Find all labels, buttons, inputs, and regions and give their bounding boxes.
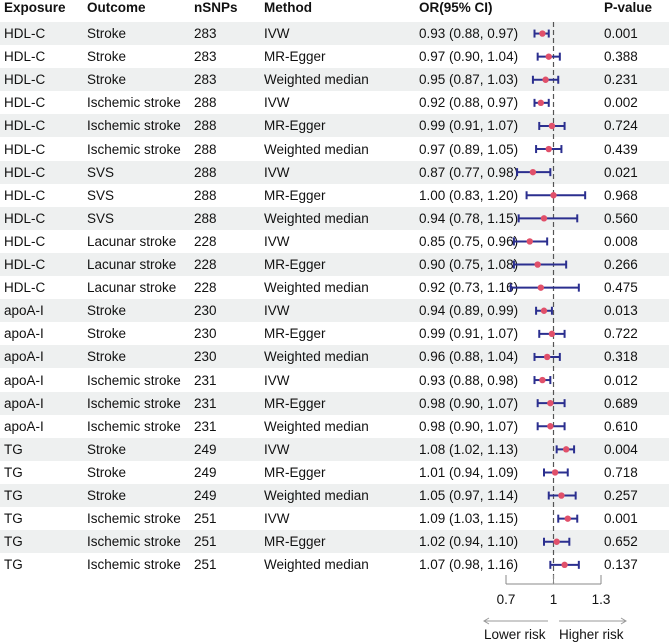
method-cell: Weighted median (264, 210, 369, 226)
point-estimate (546, 53, 552, 59)
point-estimate (547, 423, 553, 429)
or-cell: 0.90 (0.75, 1.08) (419, 257, 519, 272)
or-cell: 1.07 (0.98, 1.16) (419, 557, 519, 573)
exposure-cell: apoA-I (4, 372, 44, 388)
exposure-cell: TG (4, 557, 23, 573)
nsnps-cell: 283 (194, 72, 217, 88)
exposure-cell: HDL-C (4, 187, 46, 203)
pvalue-cell: 0.560 (604, 210, 638, 226)
or-cell: 0.99 (0.91, 1.07) (419, 118, 519, 134)
method-cell: IVW (264, 164, 290, 180)
method-cell: Weighted median (264, 280, 369, 296)
pvalue-cell: 0.968 (604, 187, 638, 203)
point-estimate (558, 492, 564, 498)
or-cell: 0.96 (0.88, 1.04) (419, 349, 519, 365)
exposure-cell: HDL-C (4, 210, 46, 226)
outcome-cell: Stroke (87, 26, 127, 41)
header-method: Method (264, 0, 312, 15)
point-estimate (561, 562, 567, 568)
or-cell: 1.02 (0.94, 1.10) (419, 534, 519, 550)
nsnps-cell: 231 (194, 418, 217, 434)
nsnps-cell: 231 (194, 395, 217, 411)
point-estimate (527, 238, 533, 244)
outcome-cell: SVS (87, 187, 115, 203)
exposure-cell: HDL-C (4, 257, 46, 272)
outcome-cell: Stroke (87, 303, 127, 319)
outcome-cell: Ischemic stroke (87, 118, 181, 134)
exposure-cell: HDL-C (4, 233, 46, 249)
outcome-cell: Stroke (87, 326, 127, 342)
outcome-cell: SVS (87, 164, 115, 180)
point-estimate (563, 446, 569, 452)
or-cell: 0.93 (0.88, 0.98) (419, 372, 519, 388)
pvalue-cell: 0.718 (604, 464, 638, 480)
header-outcome: Outcome (87, 0, 146, 15)
pvalue-cell: 0.021 (604, 164, 638, 180)
outcome-cell: Stroke (87, 464, 127, 480)
nsnps-cell: 230 (194, 349, 217, 365)
exposure-cell: apoA-I (4, 395, 44, 411)
exposure-cell: TG (4, 441, 23, 457)
pvalue-cell: 0.004 (604, 441, 638, 457)
outcome-cell: Ischemic stroke (87, 511, 181, 527)
method-cell: IVW (264, 26, 290, 41)
point-estimate (549, 123, 555, 129)
or-cell: 0.94 (0.78, 1.15) (419, 210, 519, 226)
nsnps-cell: 288 (194, 95, 217, 111)
method-cell: MR-Egger (264, 326, 326, 342)
exposure-cell: TG (4, 464, 23, 480)
exposure-cell: apoA-I (4, 349, 44, 365)
nsnps-cell: 288 (194, 210, 217, 226)
x-tick-label: 0.7 (496, 592, 516, 607)
exposure-cell: HDL-C (4, 72, 46, 88)
nsnps-cell: 251 (194, 534, 217, 550)
method-cell: IVW (264, 441, 290, 457)
exposure-cell: HDL-C (4, 118, 46, 134)
outcome-cell: Ischemic stroke (87, 95, 181, 111)
point-estimate (565, 515, 571, 521)
or-cell: 0.95 (0.87, 1.03) (419, 72, 519, 88)
method-cell: Weighted median (264, 418, 369, 434)
or-cell: 0.97 (0.90, 1.04) (419, 49, 519, 65)
or-cell: 0.94 (0.89, 0.99) (419, 303, 519, 319)
nsnps-cell: 251 (194, 511, 217, 527)
or-cell: 1.05 (0.97, 1.14) (419, 488, 519, 503)
or-cell: 0.87 (0.77, 0.98) (419, 164, 519, 180)
nsnps-cell: 228 (194, 280, 217, 296)
point-estimate (538, 100, 544, 106)
pvalue-cell: 0.001 (604, 511, 638, 527)
point-estimate (552, 469, 558, 475)
exposure-cell: apoA-I (4, 326, 44, 342)
point-estimate (549, 331, 555, 337)
method-cell: IVW (264, 95, 290, 111)
pvalue-cell: 0.722 (604, 326, 638, 342)
lower-risk-label: Lower risk (484, 627, 546, 642)
or-cell: 0.93 (0.88, 0.97) (419, 26, 519, 41)
pvalue-cell: 0.008 (604, 233, 638, 249)
point-estimate (541, 308, 547, 314)
pvalue-cell: 0.266 (604, 257, 638, 272)
point-estimate (538, 284, 544, 290)
outcome-cell: Ischemic stroke (87, 395, 181, 411)
exposure-cell: HDL-C (4, 280, 46, 296)
point-estimate (544, 354, 550, 360)
point-estimate (534, 261, 540, 267)
outcome-cell: Stroke (87, 349, 127, 365)
point-estimate (539, 377, 545, 383)
outcome-cell: Stroke (87, 72, 127, 88)
exposure-cell: HDL-C (4, 141, 46, 157)
header-nsnps: nSNPs (194, 0, 238, 15)
pvalue-cell: 0.001 (604, 26, 638, 41)
outcome-cell: Ischemic stroke (87, 534, 181, 550)
method-cell: MR-Egger (264, 257, 326, 272)
pvalue-cell: 0.724 (604, 118, 638, 134)
outcome-cell: Ischemic stroke (87, 372, 181, 388)
nsnps-cell: 288 (194, 141, 217, 157)
or-cell: 0.98 (0.90, 1.07) (419, 395, 519, 411)
nsnps-cell: 228 (194, 233, 217, 249)
nsnps-cell: 249 (194, 441, 217, 457)
exposure-cell: TG (4, 534, 23, 550)
outcome-cell: Ischemic stroke (87, 557, 181, 573)
nsnps-cell: 230 (194, 303, 217, 319)
x-tick-label: 1 (549, 592, 558, 607)
or-cell: 0.99 (0.91, 1.07) (419, 326, 519, 342)
method-cell: IVW (264, 511, 290, 527)
nsnps-cell: 249 (194, 464, 217, 480)
method-cell: Weighted median (264, 488, 369, 503)
header-or: OR(95% CI) (419, 0, 493, 15)
or-cell: 1.01 (0.94, 1.09) (419, 464, 519, 480)
nsnps-cell: 283 (194, 49, 217, 65)
or-cell: 1.00 (0.83, 1.20) (419, 187, 519, 203)
method-cell: IVW (264, 372, 290, 388)
or-cell: 0.92 (0.88, 0.97) (419, 95, 519, 111)
method-cell: MR-Egger (264, 395, 326, 411)
nsnps-cell: 288 (194, 187, 217, 203)
or-cell: 0.97 (0.89, 1.05) (419, 141, 519, 157)
outcome-cell: Lacunar stroke (87, 233, 177, 249)
header-pvalue: P-value (604, 0, 653, 15)
pvalue-cell: 0.689 (604, 395, 638, 411)
exposure-cell: HDL-C (4, 26, 46, 41)
nsnps-cell: 288 (194, 118, 217, 134)
outcome-cell: SVS (87, 210, 115, 226)
or-cell: 1.08 (1.02, 1.13) (419, 441, 519, 457)
pvalue-cell: 0.013 (604, 303, 638, 319)
or-cell: 0.92 (0.73, 1.16) (419, 280, 519, 296)
point-estimate (553, 539, 559, 545)
nsnps-cell: 228 (194, 257, 217, 272)
method-cell: MR-Egger (264, 464, 326, 480)
method-cell: MR-Egger (264, 187, 326, 203)
pvalue-cell: 0.257 (604, 488, 638, 503)
exposure-cell: HDL-C (4, 49, 46, 65)
pvalue-cell: 0.012 (604, 372, 638, 388)
exposure-cell: TG (4, 511, 23, 527)
pvalue-cell: 0.475 (604, 280, 638, 296)
pvalue-cell: 0.388 (604, 49, 638, 65)
outcome-cell: Ischemic stroke (87, 418, 181, 434)
or-cell: 1.09 (1.03, 1.15) (419, 511, 519, 527)
outcome-cell: Ischemic stroke (87, 141, 181, 157)
point-estimate (530, 169, 536, 175)
method-cell: MR-Egger (264, 49, 326, 65)
nsnps-cell: 231 (194, 372, 217, 388)
exposure-cell: apoA-I (4, 418, 44, 434)
pvalue-cell: 0.231 (604, 72, 638, 88)
pvalue-cell: 0.652 (604, 534, 638, 550)
pvalue-cell: 0.610 (604, 418, 638, 434)
outcome-cell: Stroke (87, 488, 127, 503)
point-estimate (550, 192, 556, 198)
outcome-cell: Stroke (87, 49, 127, 65)
nsnps-cell: 283 (194, 26, 217, 41)
exposure-cell: HDL-C (4, 95, 46, 111)
method-cell: Weighted median (264, 349, 369, 365)
method-cell: Weighted median (264, 72, 369, 88)
point-estimate (541, 215, 547, 221)
or-cell: 0.98 (0.90, 1.07) (419, 418, 519, 434)
method-cell: Weighted median (264, 141, 369, 157)
pvalue-cell: 0.002 (604, 95, 638, 111)
nsnps-cell: 249 (194, 488, 217, 503)
method-cell: IVW (264, 233, 290, 249)
header-exposure: Exposure (4, 0, 66, 15)
x-tick-label: 1.3 (591, 592, 611, 607)
point-estimate (542, 77, 548, 83)
pvalue-cell: 0.439 (604, 141, 638, 157)
outcome-cell: Stroke (87, 441, 127, 457)
nsnps-cell: 251 (194, 557, 217, 573)
method-cell: MR-Egger (264, 534, 326, 550)
point-estimate (539, 30, 545, 36)
nsnps-cell: 288 (194, 164, 217, 180)
method-cell: MR-Egger (264, 118, 326, 134)
higher-risk-label: Higher risk (559, 627, 624, 642)
exposure-cell: apoA-I (4, 303, 44, 319)
outcome-cell: Lacunar stroke (87, 257, 177, 272)
pvalue-cell: 0.137 (604, 557, 638, 573)
exposure-cell: HDL-C (4, 164, 46, 180)
method-cell: IVW (264, 303, 290, 319)
or-cell: 0.85 (0.75, 0.96) (419, 233, 519, 249)
nsnps-cell: 230 (194, 326, 217, 342)
pvalue-cell: 0.318 (604, 349, 638, 365)
method-cell: Weighted median (264, 557, 369, 573)
exposure-cell: TG (4, 488, 23, 503)
outcome-cell: Lacunar stroke (87, 280, 177, 296)
point-estimate (547, 400, 553, 406)
point-estimate (546, 146, 552, 152)
